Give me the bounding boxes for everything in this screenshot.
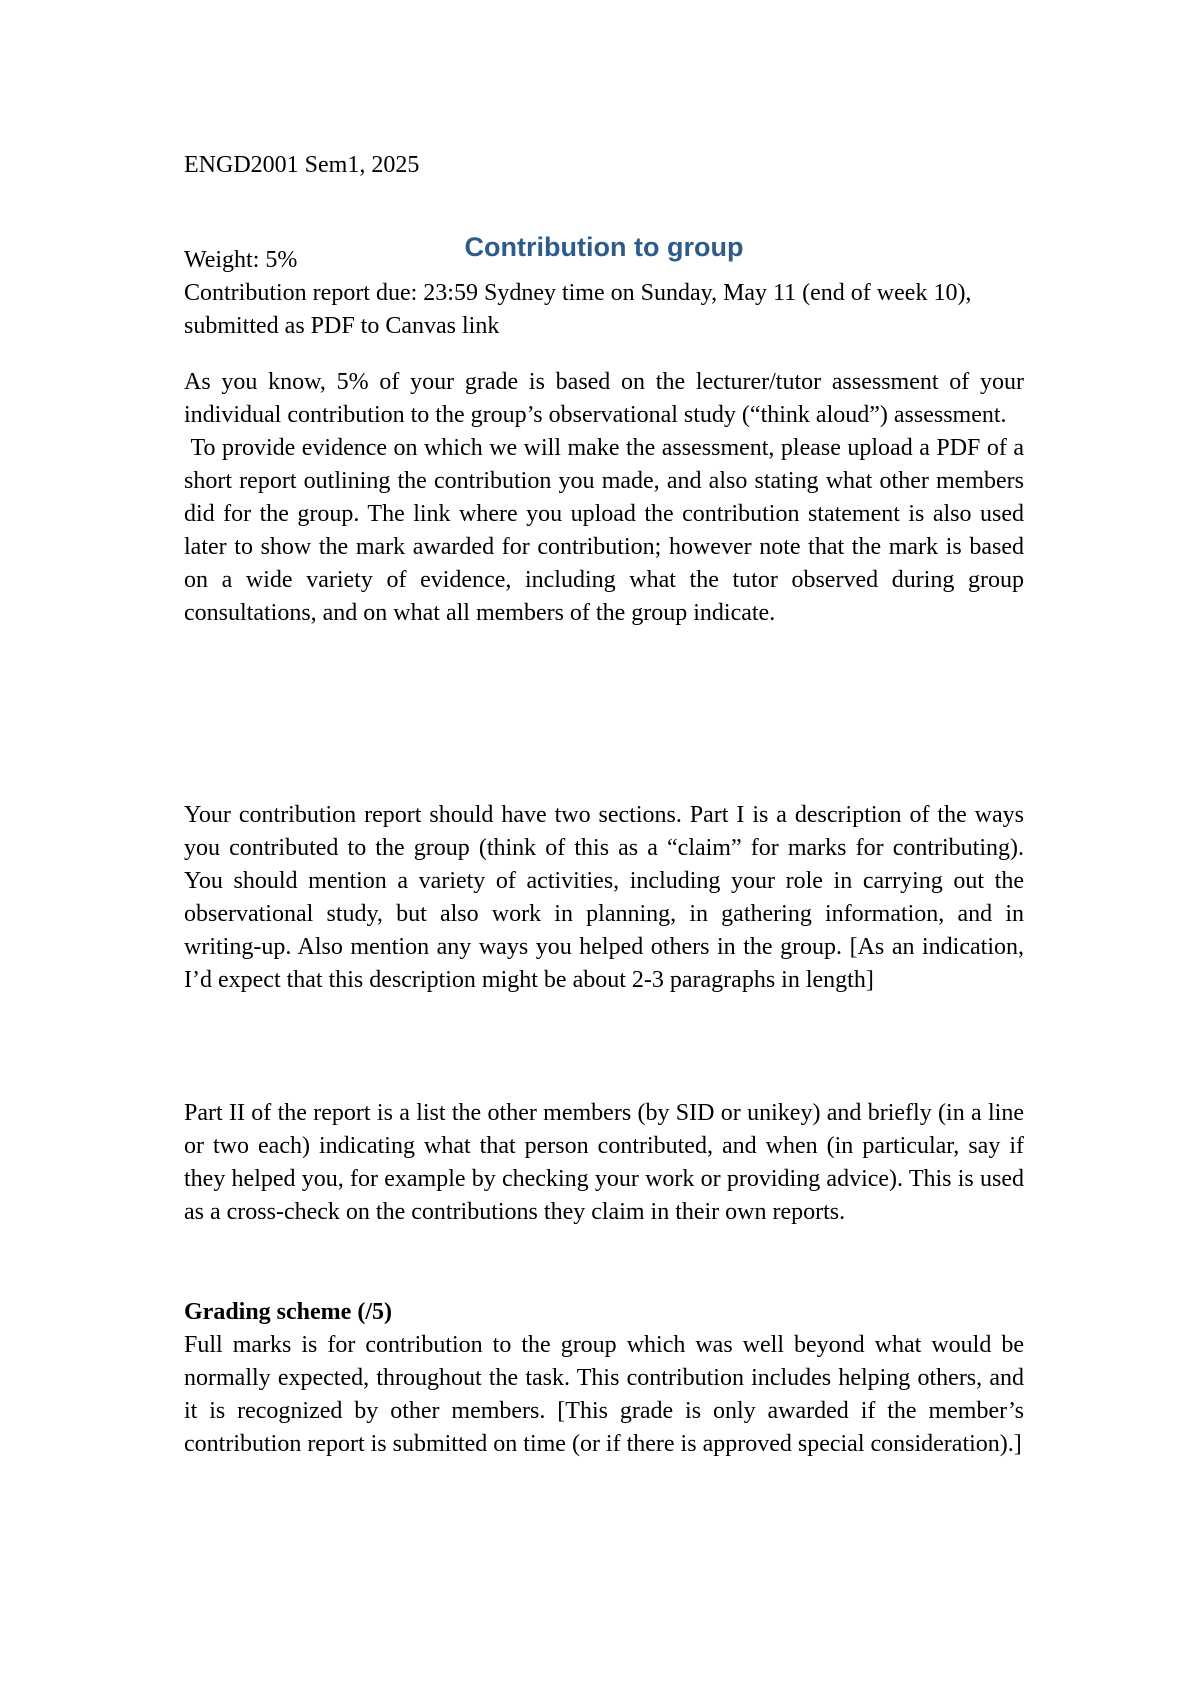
grading-paragraph: Full marks is for contribution to the group which was well beyond what would be normally expected, throughout the task. This contribution includes helping others, and it is recognized by other members. [This grade is only awarded if the member’s contribution report is submitted on time (or if there is approved special consideration).] <box>184 1332 1024 1457</box>
assessment-details <box>184 244 1024 343</box>
due-line: Contribution report due: 23:59 Sydney time on Sunday, May 11 (end of week 10), submitted as PDF to Canvas link <box>184 280 972 339</box>
weight-line: Weight: 5% <box>184 247 298 273</box>
grading-heading: Grading scheme (/5) <box>184 1299 392 1325</box>
course-header: ENGD2001 Sem1, 2025 <box>184 152 420 178</box>
part-one-section <box>184 799 1024 997</box>
part-two-paragraph: Part II of the report is a list the other members (by SID or unikey) and briefly (in a line or two each) indicating what that person contributed, and when (in particular, say if they helped you, for example by checking your work or providing advice). This is used as a cross-check on the contributions they claim in their own reports. <box>184 1100 1024 1225</box>
grading-section <box>184 1296 1024 1461</box>
intro-paragraph-1: As you know, 5% of your grade is based on the lecturer/tutor assessment of your individual contribution to the group’s observational study (“think aloud”) assessment. <box>184 369 1024 428</box>
intro-section <box>184 366 1030 630</box>
part-two-section <box>184 1097 1024 1229</box>
part-one-paragraph: Your contribution report should have two sections. Part I is a description of the ways you contributed to the group (think of this as a “claim” for marks for contributing). You should mention a variety of activities, including your role in carrying out the observational study, but also work in planning, in gathering information, and in writing-up. Also mention any ways you helped others in the group. [As an indication, I’d expect that this description might be about 2-3 paragraphs in length] <box>184 802 1024 993</box>
intro-paragraph-2: To provide evidence on which we will make the assessment, please upload a PDF of a short report outlining the contribution you made, and also stating what other members did for the group. The link where you upload the contribution statement is also used later to show the mark awarded for contribution; however note that the mark is based on a wide variety of evidence, including what the tutor observed during group consultations, and on what all members of the group indicate. <box>184 435 1030 626</box>
page-title: Contribution to group <box>464 232 744 262</box>
